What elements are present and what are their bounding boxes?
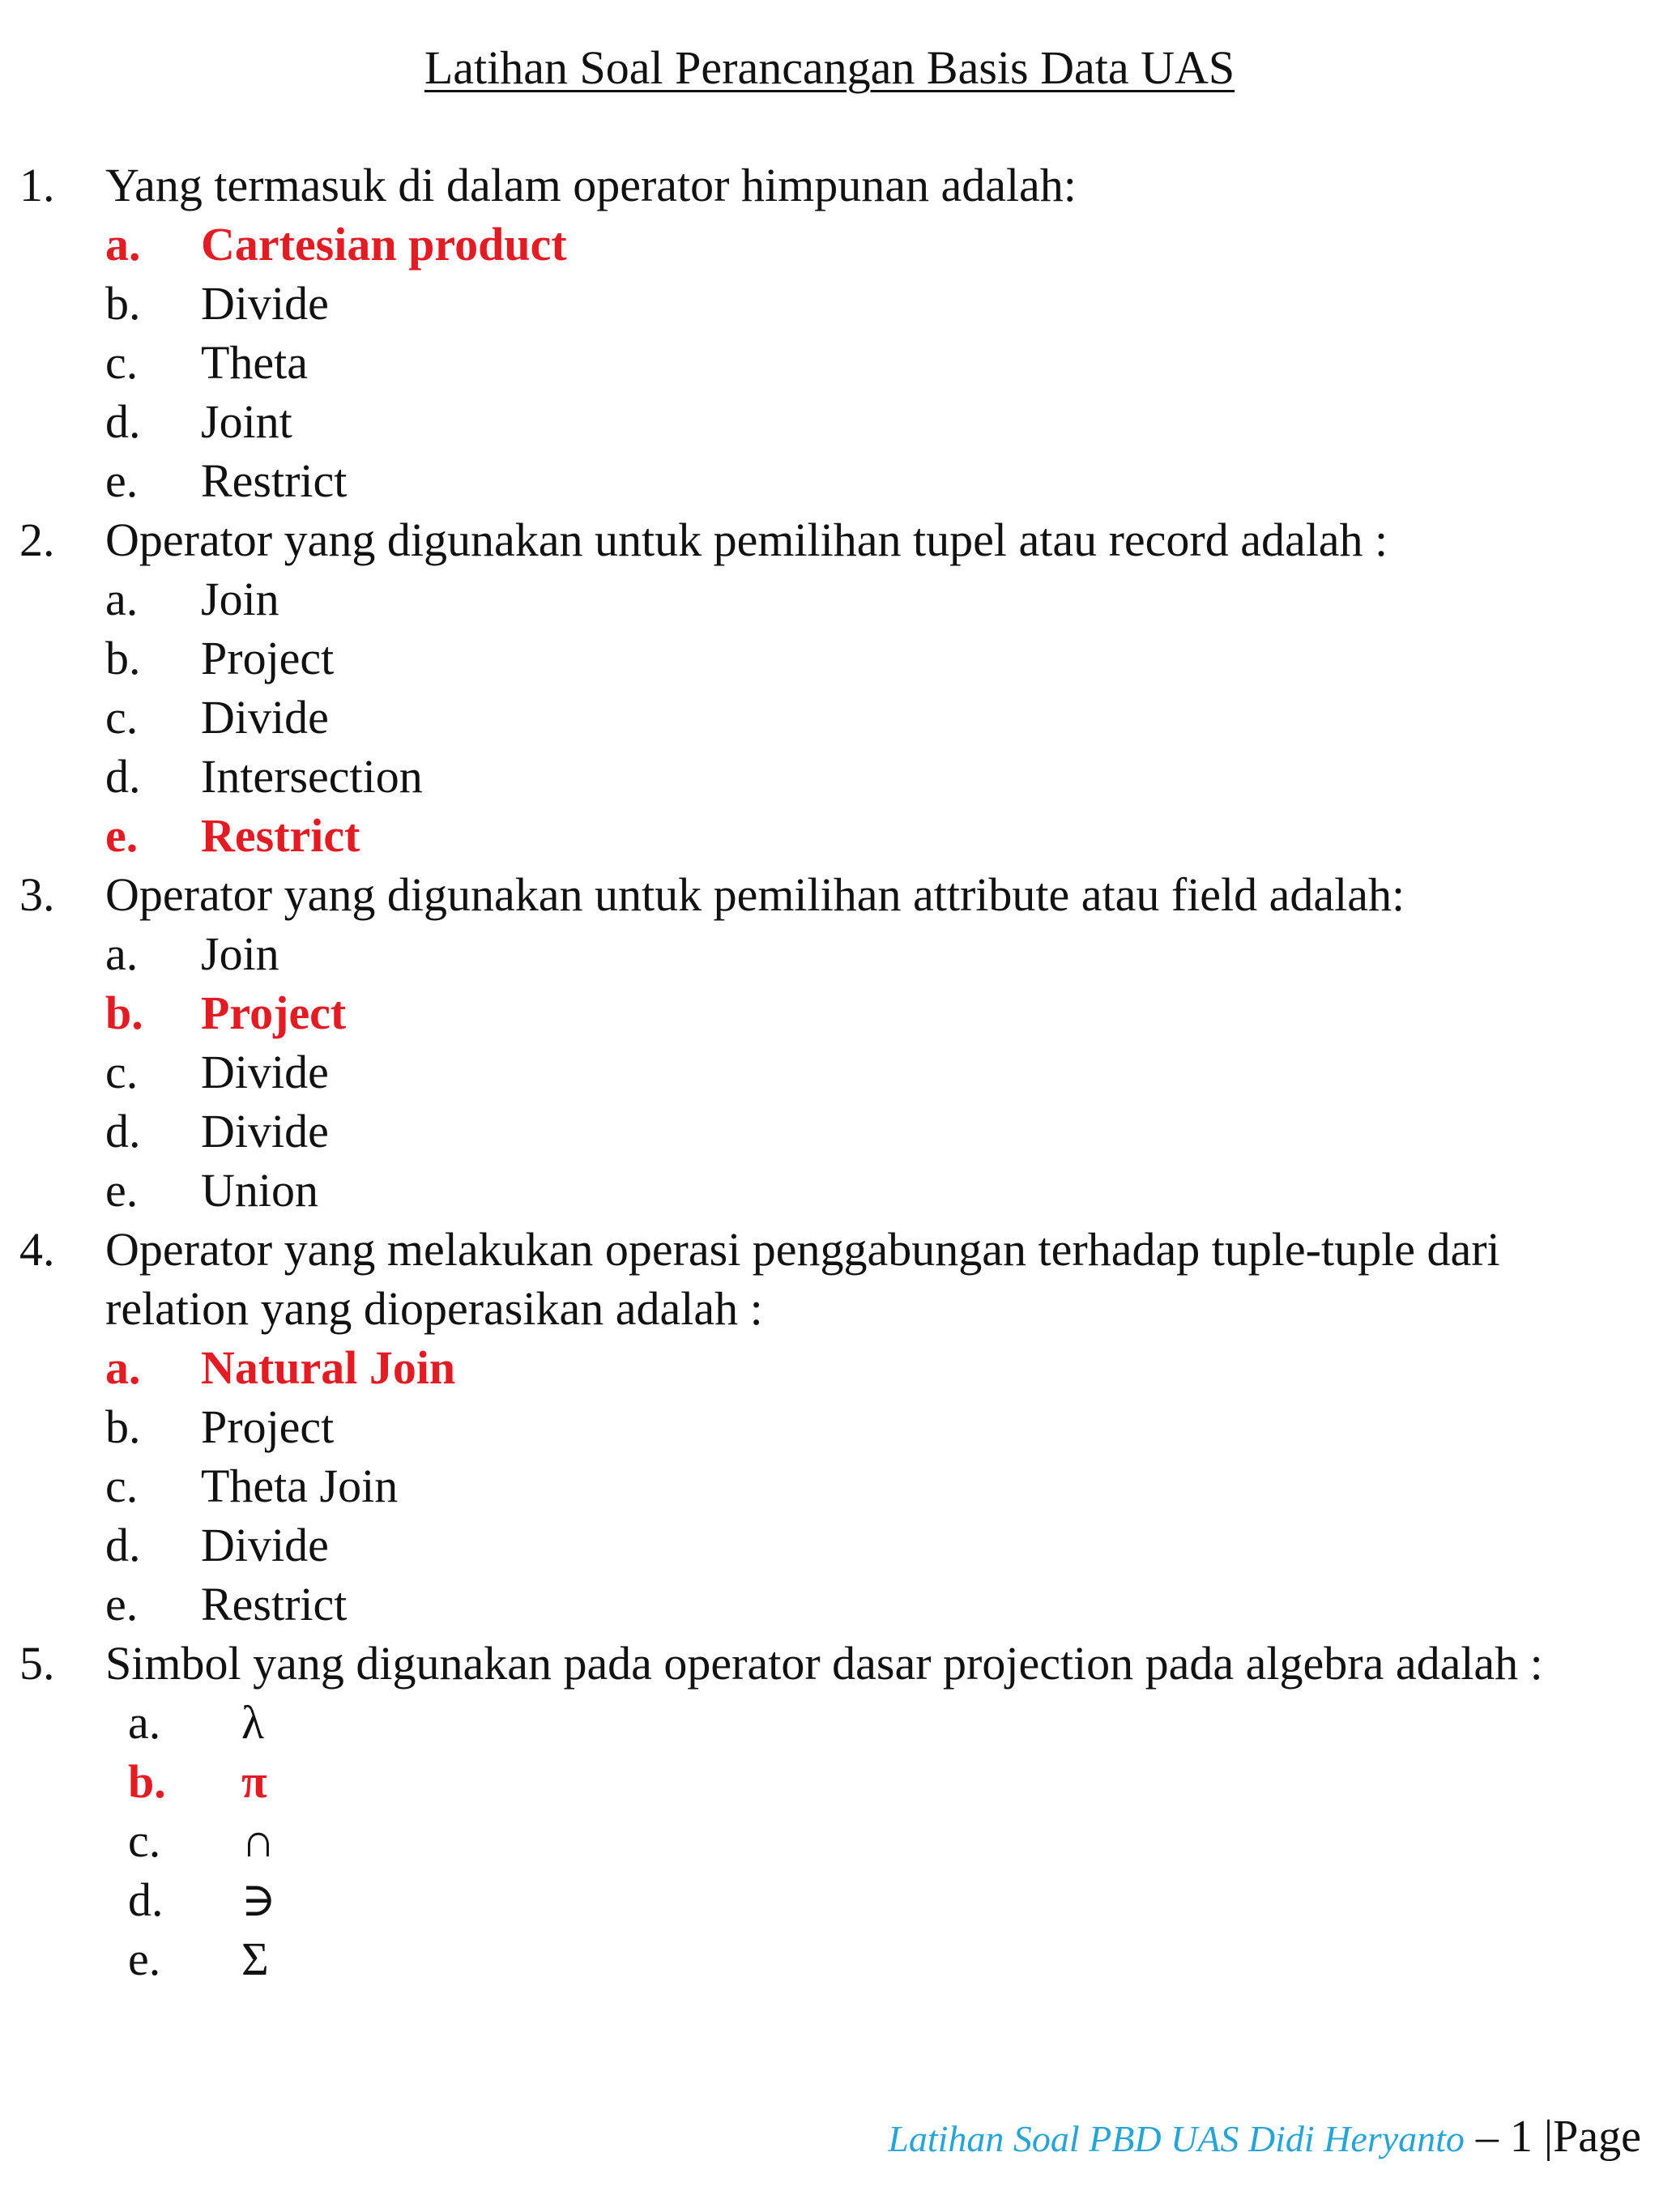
option-d [105,392,1648,451]
option-b [105,1397,1648,1456]
option-a [105,215,1648,274]
question-number: 5. [19,1637,55,1690]
option-letter: a. [128,1696,161,1749]
option-text: π [241,1755,267,1808]
footer-text: Latihan Soal PBD UAS Didi Heryanto [888,2118,1465,2159]
option-letter: e. [105,454,139,507]
question-2 [19,510,1648,865]
option-d [128,1870,1648,1929]
page-number: 1 [1509,2112,1533,2162]
option-text: Divide [201,1046,329,1098]
option-letter: d. [105,1519,141,1571]
question-list [19,156,1648,1988]
option-a [105,1338,1648,1397]
option-letter: a. [105,573,139,625]
option-e [105,1575,1648,1634]
option-text: Divide [201,691,329,744]
option-letter: e. [105,809,139,862]
option-letter: b. [105,1400,141,1453]
option-letter: c. [105,691,139,744]
option-c [105,333,1648,392]
option-letter: d. [128,1873,164,1926]
question-text: Yang termasuk di dalam operator himpunan adalah: [105,159,1077,211]
question-3 [19,865,1648,1220]
option-text: λ [241,1696,265,1749]
option-text: Divide [201,1105,329,1157]
option-c [105,688,1648,747]
option-text: Join [201,927,279,980]
option-text: Project [201,1400,335,1453]
option-letter: d. [105,395,141,448]
option-letter: e. [105,1578,139,1630]
page-footer [888,2104,1641,2172]
option-letter: e. [105,1164,139,1217]
question-number: 3. [19,868,55,921]
option-letter: b. [105,277,141,330]
option-letter: a. [105,218,141,271]
option-text: Restrict [201,1578,348,1630]
option-text: Joint [201,395,292,448]
option-b [128,1752,1648,1811]
option-text: Project [201,632,335,684]
option-e [105,451,1648,510]
option-e [128,1929,1648,1988]
option-text: Join [201,573,279,625]
option-a [128,1693,1648,1752]
option-b [105,983,1648,1042]
option-letter: c. [105,336,139,389]
option-letter: c. [128,1814,161,1867]
option-letter: c. [105,1460,139,1512]
option-a [105,569,1648,629]
option-text: Divide [201,277,329,330]
option-letter: c. [105,1046,139,1098]
option-letter: b. [105,632,141,684]
option-text: Theta Join [201,1460,399,1512]
option-e [105,1161,1648,1220]
option-c [105,1042,1648,1102]
question-text: Simbol yang digunakan pada operator dasar projection pada algebra adalah : [105,1637,1543,1690]
option-text: Restrict [201,454,348,507]
option-letter: a. [105,1341,141,1394]
option-text: Theta [201,336,309,389]
option-letter: d. [105,750,141,803]
option-letter: b. [105,987,143,1039]
question-1 [19,156,1648,510]
option-b [105,629,1648,688]
option-a [105,924,1648,983]
question-number: 1. [19,159,55,211]
question-number: 2. [19,514,55,566]
option-text: ∩ [241,1814,275,1867]
option-c [105,1456,1648,1515]
question-text: Operator yang digunakan untuk pemilihan attribute atau field adalah: [105,868,1405,921]
option-letter: a. [105,927,139,980]
option-text: Intersection [201,750,423,803]
question-5 [19,1634,1648,1988]
option-letter: e. [128,1933,161,1985]
question-text: Operator yang digunakan untuk pemilihan tupel atau record adalah : [105,514,1388,566]
page-title: Latihan Soal Perancangan Basis Data UAS [424,41,1235,94]
footer-dash: – [1475,2112,1499,2162]
option-letter: b. [128,1755,166,1808]
option-text: Σ [241,1933,269,1985]
option-text: Cartesian product [201,218,567,271]
option-text: Project [201,987,347,1039]
option-b [105,274,1648,333]
option-d [105,1515,1648,1575]
option-text: Divide [201,1519,329,1571]
question-text: Operator yang melakukan operasi penggabungan terhadap tuple-tuple dari relation yang dioperasikan adalah : [105,1223,1500,1335]
option-c [128,1811,1648,1870]
option-letter: d. [105,1105,141,1157]
option-d [105,747,1648,806]
option-text: ∋ [241,1873,276,1926]
page-label: |Page [1543,2112,1641,2162]
option-text: Restrict [201,809,360,862]
question-4 [19,1220,1648,1634]
option-text: Natural Join [201,1341,456,1394]
option-text: Union [201,1164,318,1217]
option-e [105,806,1648,865]
question-number: 4. [19,1223,55,1276]
option-d [105,1102,1648,1161]
